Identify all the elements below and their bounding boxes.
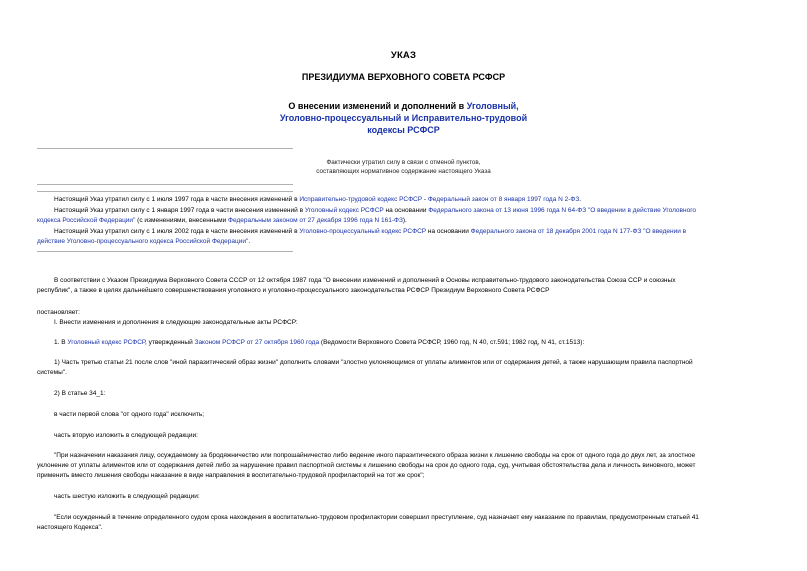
subject-prefix: О внесении изменений и дополнений в — [288, 101, 467, 111]
status-note-line1: Фактически утратил силу в связи с отменой пунктов, — [326, 159, 481, 166]
subitem-2: 2) В статье 34_1: — [54, 390, 106, 397]
divider — [37, 148, 293, 149]
link-law-rsfsr-1960[interactable]: Законом РСФСР от 27 октября 1960 года — [194, 339, 320, 346]
revocation-note-1: Настоящий Указ утратил силу с 1 июля 1997 года в части внесения изменений в Исправительно-трудовой кодекс РСФСР - Федеральный закон от 8 января 1997 года N 2-ФЗ. — [54, 196, 582, 203]
revocation-note-3: Настоящий Указ утратил силу с 1 июля 2002 года в части внесения изменений в Уголовно-процессуальный кодекс РСФСР на основании Федерального закона от 18 декабря 2001 года N 177-ФЗ "О введении в — [54, 228, 687, 235]
status-note — [0, 158, 807, 176]
preamble-line-2: республик", а также в целях дальнейшего совершенствования уголовного и уголовно-процессуального законодательства РСФСР Президиум Верховного Совета РСФСР — [37, 287, 550, 294]
link-criminal-code-rsfsr[interactable]: Уголовный кодекс РСФСР — [67, 339, 146, 346]
revocation-note-3-cont: действие Уголовно-процессуального кодекса Российской Федерации". — [37, 238, 251, 245]
divider — [37, 184, 293, 185]
link-criminal-code[interactable]: Уголовный кодекс РСФСР — [304, 207, 384, 214]
subitem-1-line-2: системы". — [37, 369, 67, 376]
preamble-line-1: В соответствии с Указом Президиума Верховного Совета СССР от 12 октября 1987 года "О внесении изменений и дополнений в Основы исправительно-трудового законодательства Союза ССР и союзных — [54, 277, 676, 284]
subject-link-criminal-code[interactable]: Уголовный, — [466, 101, 519, 111]
link-federal-law-2-fz[interactable]: Федеральный закон от 8 января 1997 года N 2-ФЗ — [427, 196, 580, 203]
subitem-2-b: часть вторую изложить в следующей редакции: — [54, 432, 198, 439]
status-note-line2: составляющих нормативное содержание настоящего Указа — [316, 168, 491, 175]
divider — [37, 251, 293, 252]
subitem-2-c: часть шестую изложить в следующей редакции: — [54, 493, 200, 500]
quote-1-line-2: уклонение от уплаты алиментов или от содержания детей либо за нарушение правил паспортной системы к лишению свободы на срок до одного года, суд, учитывая обстоятельства дела и личность виновного, может — [37, 462, 696, 469]
link-federal-law-161-fz[interactable]: Федеральным законом от 27 декабря 1996 года N 161-ФЗ — [228, 217, 403, 224]
resolve-word: постановляет: — [37, 309, 80, 316]
link-correctional-labor-code[interactable]: Исправительно-трудовой кодекс РСФСР — [299, 196, 423, 203]
revocation-note-2: Настоящий Указ утратил силу с 1 января 1997 года в части внесения изменений в Уголовный кодекс РСФСР на основании Федерального закона от 13 июня 1996 года N 64-ФЗ "О введении в действие Уголовного — [54, 207, 697, 214]
quote-1-line-1: "При назначении наказания лицу, осуждаемому за бродяжничество или попрошайничество либо ведение иного паразитического образа жизни к лишению свободы на срок от одного года до двух лет, за злостное — [54, 452, 696, 459]
link-federal-law-177-fz[interactable]: Федерального закона от 18 декабря 2001 года N 177-ФЗ "О введении в — [470, 228, 687, 235]
subitem-1-line-1: 1) Часть третью статьи 21 после слов "иной паразитический образ жизни" дополнить словами "злостно уклоняющимся от уплаты алиментов или от содержания детей, а также нарушающим правила паспортной — [54, 359, 693, 366]
quote-2-line-2: настоящего Кодекса". — [37, 524, 103, 531]
subject-link-rsfsr-codes[interactable]: кодексы РСФСР — [367, 125, 440, 135]
quote-2-line-1: "Если осужденный в течение определенного судом срока нахождения в воспитательно-трудовом профилактории совершил преступление, суд назначает ему наказание по правилам, предусмотренным статьей 41 — [54, 514, 699, 521]
revocation-note-2-cont: кодекса Российской Федерации" (с изменениями, внесенными Федеральным законом от 27 декабря 1996 года N 161-ФЗ). — [37, 217, 407, 224]
section-i: I. Внести изменения и дополнения в следующие законодательные акты РСФСР: — [54, 319, 298, 326]
link-federal-law-64-fz[interactable]: Федерального закона от 13 июня 1996 года N 64-ФЗ "О введении в действие Уголовного — [428, 207, 697, 214]
divider — [37, 191, 293, 192]
subject-link-procedure-codes[interactable]: Уголовно-процессуальный и Исправительно-трудовой — [279, 113, 528, 123]
document-issuer: ПРЕЗИДИУМА ВЕРХОВНОГО СОВЕТА РСФСР — [301, 72, 506, 82]
item-1: 1. В Уголовный кодекс РСФСР, утвержденный Законом РСФСР от 27 октября 1960 года (Ведомости Верховного Совета РСФСР, 1960 год, N 40, ст.591; 1982 год, N 41, ст.1513): — [54, 339, 585, 346]
document-title: УКАЗ — [390, 50, 417, 61]
document-subject — [0, 100, 807, 136]
quote-1-line-3: применить вместо лишения свободы наказание в виде направления в воспитательно-трудовой профилакторий на тот же срок"; — [37, 472, 425, 479]
subitem-2-a: в части первой слова "от одного года" исключить; — [54, 411, 205, 418]
link-federal-law-64-fz-cont[interactable]: кодекса Российской Федерации" — [37, 217, 136, 224]
link-criminal-procedure-code[interactable]: Уголовно-процессуальный кодекс РСФСР — [299, 228, 427, 235]
link-federal-law-177-fz-cont[interactable]: действие Уголовно-процессуального кодекса Российской Федерации" — [37, 238, 249, 245]
